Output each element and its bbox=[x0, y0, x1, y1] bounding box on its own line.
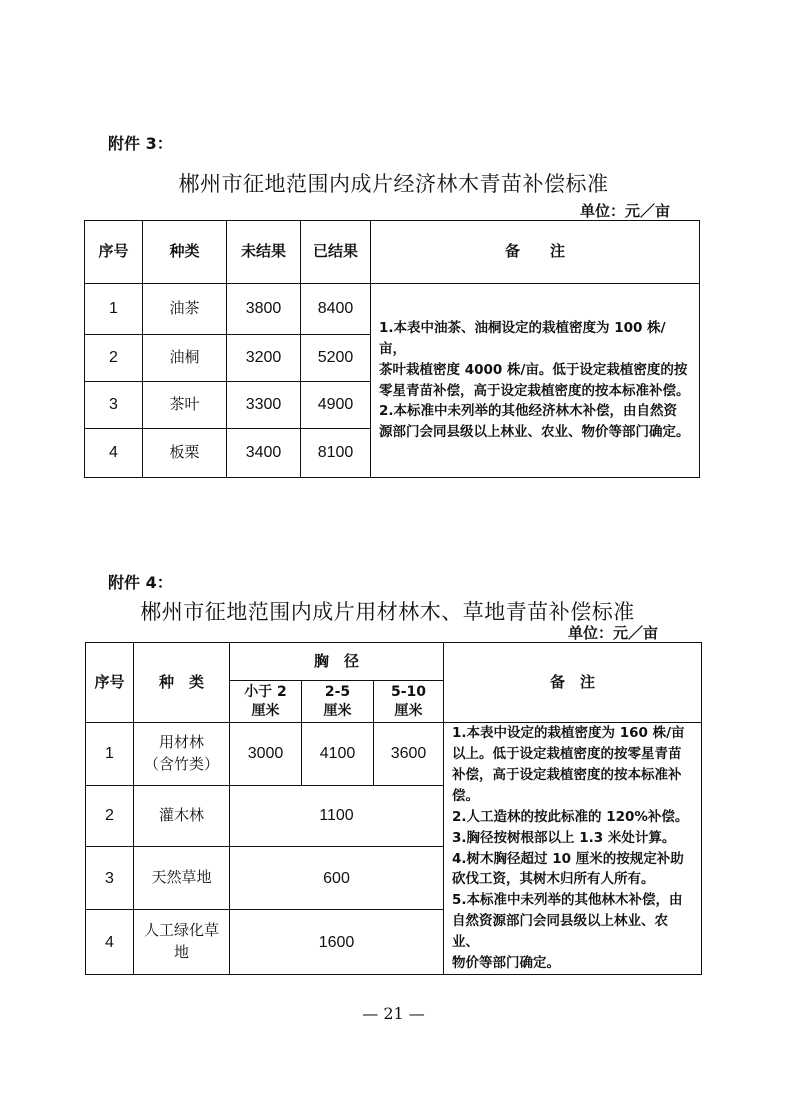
note-line: 4.树木胸径超过 10 厘米的按规定补助 bbox=[452, 850, 684, 867]
row-no: 4 bbox=[86, 910, 134, 975]
kind-line: 人工绿化草 bbox=[143, 921, 219, 940]
row-no: 4 bbox=[85, 429, 143, 478]
subheader-diameter-2-5 bbox=[302, 681, 374, 723]
row-value: 1100 bbox=[230, 785, 444, 847]
row-unfruited: 3800 bbox=[227, 284, 301, 335]
header-note: 备 注 bbox=[444, 643, 702, 723]
row-kind: 天然草地 bbox=[134, 847, 230, 910]
header-kind: 种 类 bbox=[134, 643, 230, 723]
note-line: 砍伐工资，其树木归所有人所有。 bbox=[452, 871, 655, 888]
table-4-title: 郴州市征地范围内成片用材林木、草地青苗补偿标准 bbox=[140, 600, 635, 624]
kind-line: （含竹类） bbox=[143, 754, 219, 773]
subheader-line: 厘米 bbox=[394, 702, 423, 719]
note-line: 物价等部门确定。 bbox=[452, 955, 560, 972]
row-no: 2 bbox=[85, 335, 143, 382]
note-line: 零星青苗补偿，高于设定栽植密度的按本标准补偿。 bbox=[379, 382, 690, 399]
row-fruited: 5200 bbox=[301, 335, 371, 382]
row-kind: 油桐 bbox=[143, 335, 227, 382]
row-value-lt2: 3000 bbox=[230, 723, 302, 786]
table-3 bbox=[84, 220, 700, 478]
table-3-header-row bbox=[85, 221, 700, 284]
row-unfruited: 3400 bbox=[227, 429, 301, 478]
page-number: — 21 — bbox=[362, 1004, 425, 1023]
subheader-line: 5-10 bbox=[390, 683, 427, 700]
note-line: 1.本表中油茶、油桐设定的栽植密度为 100 株/亩， bbox=[379, 319, 666, 357]
row-kind: 油茶 bbox=[143, 284, 227, 335]
table-4-note bbox=[444, 723, 702, 975]
header-note: 备 注 bbox=[371, 221, 700, 284]
note-line: 源部门会同县级以上林业、农业、物价等部门确定。 bbox=[379, 424, 690, 441]
header-unfruited: 未结果 bbox=[227, 221, 301, 284]
kind-line: 地 bbox=[173, 943, 189, 962]
row-no: 2 bbox=[86, 785, 134, 847]
row-kind: 板栗 bbox=[143, 429, 227, 478]
table-row bbox=[86, 723, 702, 786]
subheader-line: 小于 2 bbox=[244, 683, 287, 700]
note-line: 偿。 bbox=[452, 787, 479, 804]
note-line: 2.本标准中未列举的其他经济林木补偿，由自然资 bbox=[379, 403, 678, 420]
note-line: 1.本表中设定的栽植密度为 160 株/亩 bbox=[452, 725, 685, 741]
note-line: 自然资源部门会同县级以上林业、农业、 bbox=[452, 913, 668, 951]
table-row bbox=[85, 284, 700, 335]
attachment-4-label: 附件 4： bbox=[108, 573, 173, 592]
table-3-title: 郴州市征地范围内成片经济林木青苗补偿标准 bbox=[178, 172, 609, 196]
row-value-2-5: 4100 bbox=[302, 723, 374, 786]
header-no: 序号 bbox=[85, 221, 143, 284]
subheader-diameter-5-10 bbox=[374, 681, 444, 723]
note-line: 以上。低于设定栽植密度的按零星青苗 bbox=[452, 745, 682, 762]
table-4 bbox=[85, 642, 702, 975]
row-kind bbox=[134, 723, 230, 786]
row-no: 1 bbox=[86, 723, 134, 786]
note-line: 补偿，高于设定栽植密度的按本标准补 bbox=[452, 766, 682, 783]
note-line: 2.人工造林的按此标准的 120%补偿。 bbox=[452, 808, 689, 825]
table-4-header-row bbox=[86, 643, 702, 681]
attachment-3-label: 附件 3： bbox=[108, 134, 173, 153]
row-kind: 灌木林 bbox=[134, 785, 230, 847]
subheader-line: 2-5 bbox=[324, 683, 351, 700]
note-line: 茶叶栽植密度 4000 株/亩。低于设定栽植密度的按 bbox=[379, 361, 688, 378]
row-no: 1 bbox=[85, 284, 143, 335]
header-kind: 种类 bbox=[143, 221, 227, 284]
row-kind bbox=[134, 910, 230, 975]
row-fruited: 4900 bbox=[301, 382, 371, 429]
subheader-diameter-lt2 bbox=[230, 681, 302, 723]
row-no: 3 bbox=[85, 382, 143, 429]
table-3-unit: 单位：元／亩 bbox=[580, 202, 671, 220]
table-3-note bbox=[371, 284, 700, 478]
row-value: 1600 bbox=[230, 910, 444, 975]
subheader-line: 厘米 bbox=[323, 702, 352, 719]
kind-line: 用材林 bbox=[158, 733, 204, 752]
note-line: 5.本标准中未列举的其他林木补偿，由 bbox=[452, 892, 683, 909]
row-unfruited: 3200 bbox=[227, 335, 301, 382]
header-fruited: 已结果 bbox=[301, 221, 371, 284]
row-value-5-10: 3600 bbox=[374, 723, 444, 786]
row-value: 600 bbox=[230, 847, 444, 910]
row-kind: 茶叶 bbox=[143, 382, 227, 429]
row-no: 3 bbox=[86, 847, 134, 910]
subheader-line: 厘米 bbox=[251, 702, 280, 719]
row-fruited: 8100 bbox=[301, 429, 371, 478]
note-line: 3.胸径按树根部以上 1.3 米处计算。 bbox=[452, 829, 676, 846]
header-diameter: 胸 径 bbox=[230, 643, 444, 681]
header-no: 序号 bbox=[86, 643, 134, 723]
table-4-unit: 单位：元／亩 bbox=[568, 624, 659, 642]
row-unfruited: 3300 bbox=[227, 382, 301, 429]
row-fruited: 8400 bbox=[301, 284, 371, 335]
